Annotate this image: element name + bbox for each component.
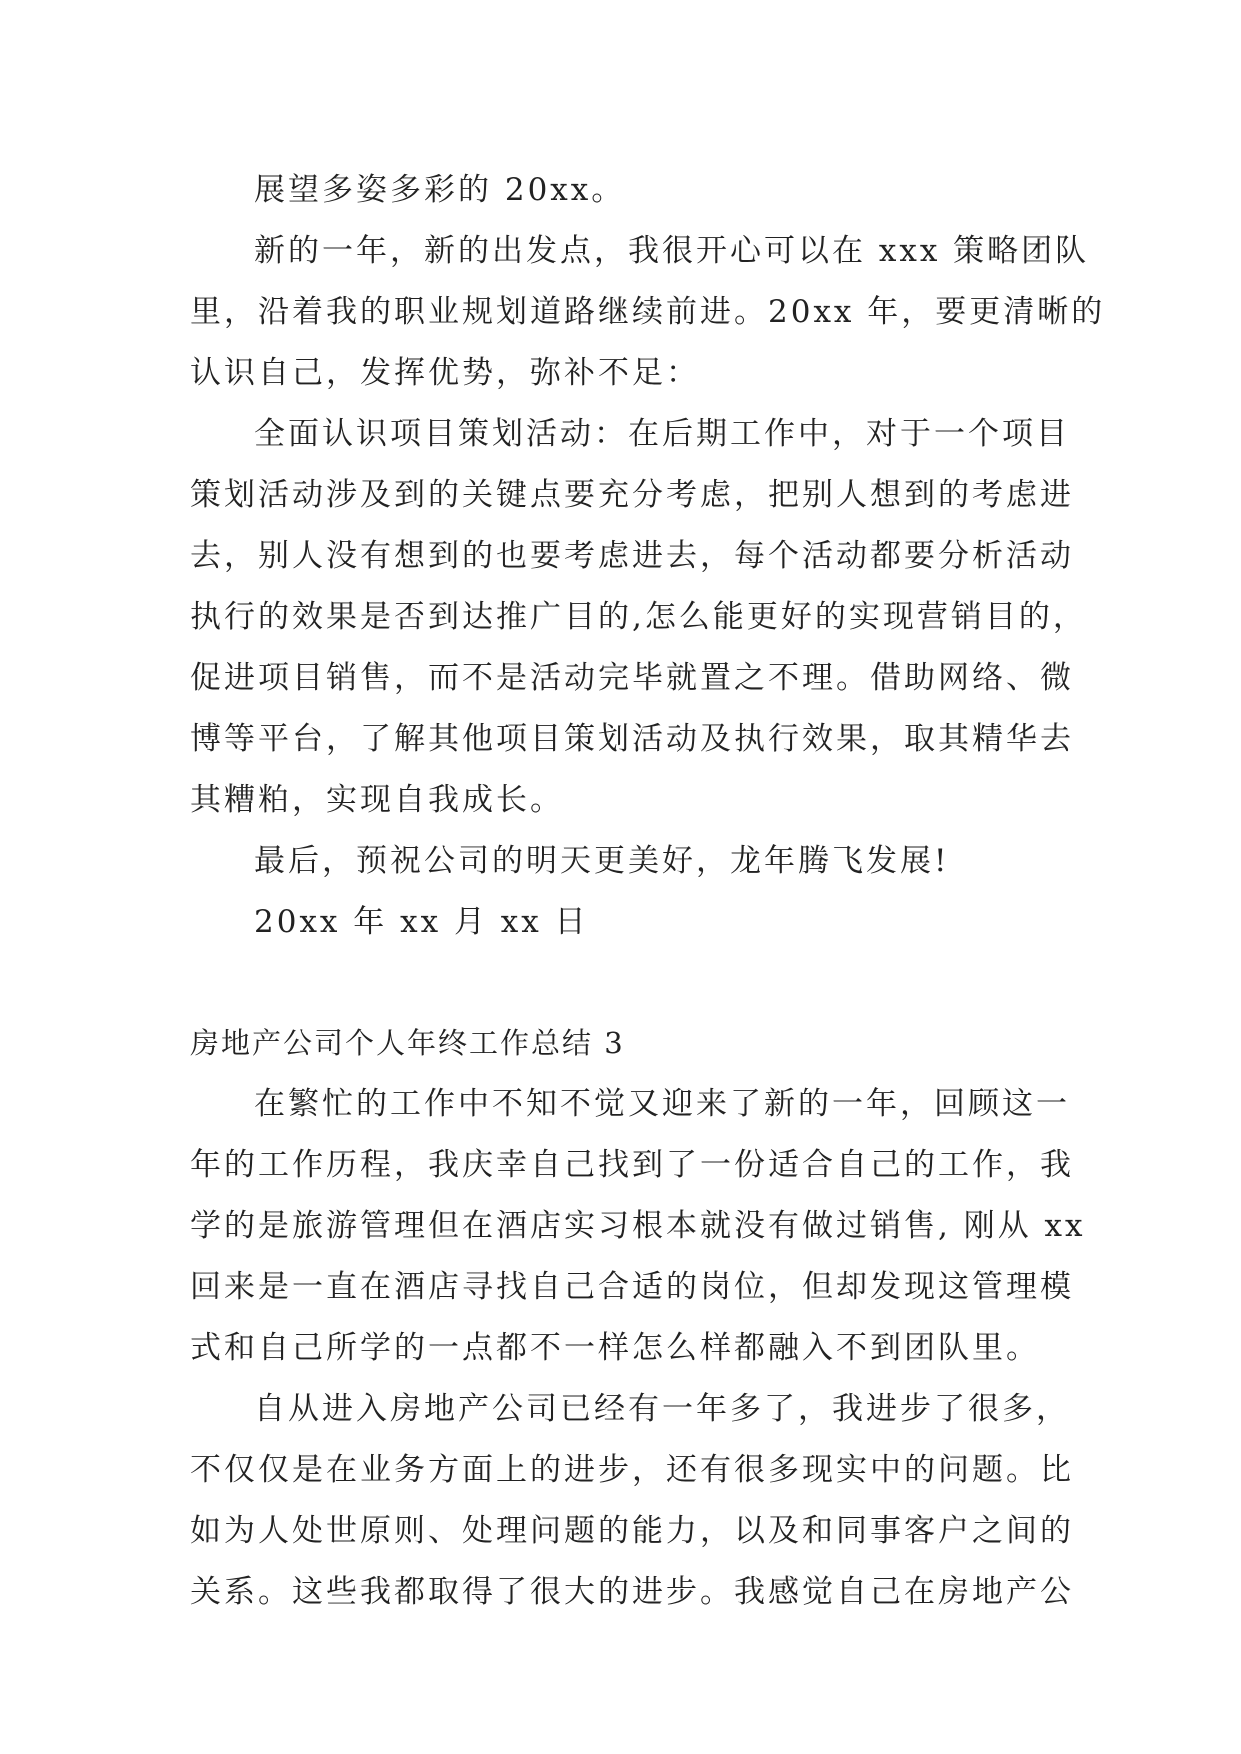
text-line: 新的一年，新的出发点，我很开心可以在 xxx 策略团队 xyxy=(254,233,1090,269)
section-title: 房地产公司个人年终工作总结 3 xyxy=(190,1026,625,1060)
text-line: 策划活动涉及到的关键点要充分考虑，把别人想到的考虑进 xyxy=(190,477,1074,513)
text-line: 去，别人没有想到的也要考虑进去，每个活动都要分析活动 xyxy=(190,538,1074,574)
text-line: 全面认识项目策划活动：在后期工作中，对于一个项目 xyxy=(254,416,1070,452)
document-body xyxy=(190,160,1106,1623)
section-gap xyxy=(190,953,1052,1013)
paragraph-closing-wish xyxy=(190,831,1052,892)
text-line: 式和自己所学的一点都不一样怎么样都融入不到团队里。 xyxy=(190,1330,1040,1366)
text-line: 展望多姿多彩的 20xx。 xyxy=(254,172,626,208)
text-line: 不仅仅是在业务方面上的进步，还有很多现实中的问题。比 xyxy=(190,1452,1074,1488)
text-line: 促进项目销售，而不是活动完毕就置之不理。借助网络、微 xyxy=(190,660,1074,696)
paragraph-outlook xyxy=(190,160,1052,221)
text-line: 博等平台，了解其他项目策划活动及执行效果，取其精华去 xyxy=(190,721,1074,757)
text-line: 学的是旅游管理但在酒店实习根本就没有做过销售, 刚从 xx xyxy=(190,1208,1086,1244)
document-date: 20xx 年 xx 月 xx 日 xyxy=(254,904,589,940)
text-line: 执行的效果是否到达推广目的,怎么能更好的实现营销目的， xyxy=(190,599,1087,635)
text-line: 里，沿着我的职业规划道路继续前进。20xx 年，要更清晰的 xyxy=(190,294,1106,330)
text-line: 认识自己，发挥优势，弥补不足： xyxy=(190,355,700,391)
paragraph-new-year xyxy=(190,221,1106,404)
text-line: 其糟粕，实现自我成长。 xyxy=(190,782,564,818)
text-line: 最后，预祝公司的明天更美好，龙年腾飞发展! xyxy=(254,843,950,879)
text-line: 年的工作历程，我庆幸自己找到了一份适合自己的工作，我 xyxy=(190,1147,1074,1183)
paragraph-progress xyxy=(190,1379,1074,1623)
text-line: 在繁忙的工作中不知不觉又迎来了新的一年，回顾这一 xyxy=(254,1086,1070,1122)
text-line: 自从进入房地产公司已经有一年多了，我进步了很多， xyxy=(254,1391,1070,1427)
text-line: 回来是一直在酒店寻找自己合适的岗位，但却发现这管理模 xyxy=(190,1269,1074,1305)
paragraph-work-review xyxy=(190,1074,1086,1379)
text-line: 关系。这些我都取得了很大的进步。我感觉自己在房地产公 xyxy=(190,1574,1074,1610)
text-line: 如为人处世原则、处理问题的能力，以及和同事客户之间的 xyxy=(190,1513,1074,1549)
paragraph-project-planning xyxy=(190,404,1087,831)
